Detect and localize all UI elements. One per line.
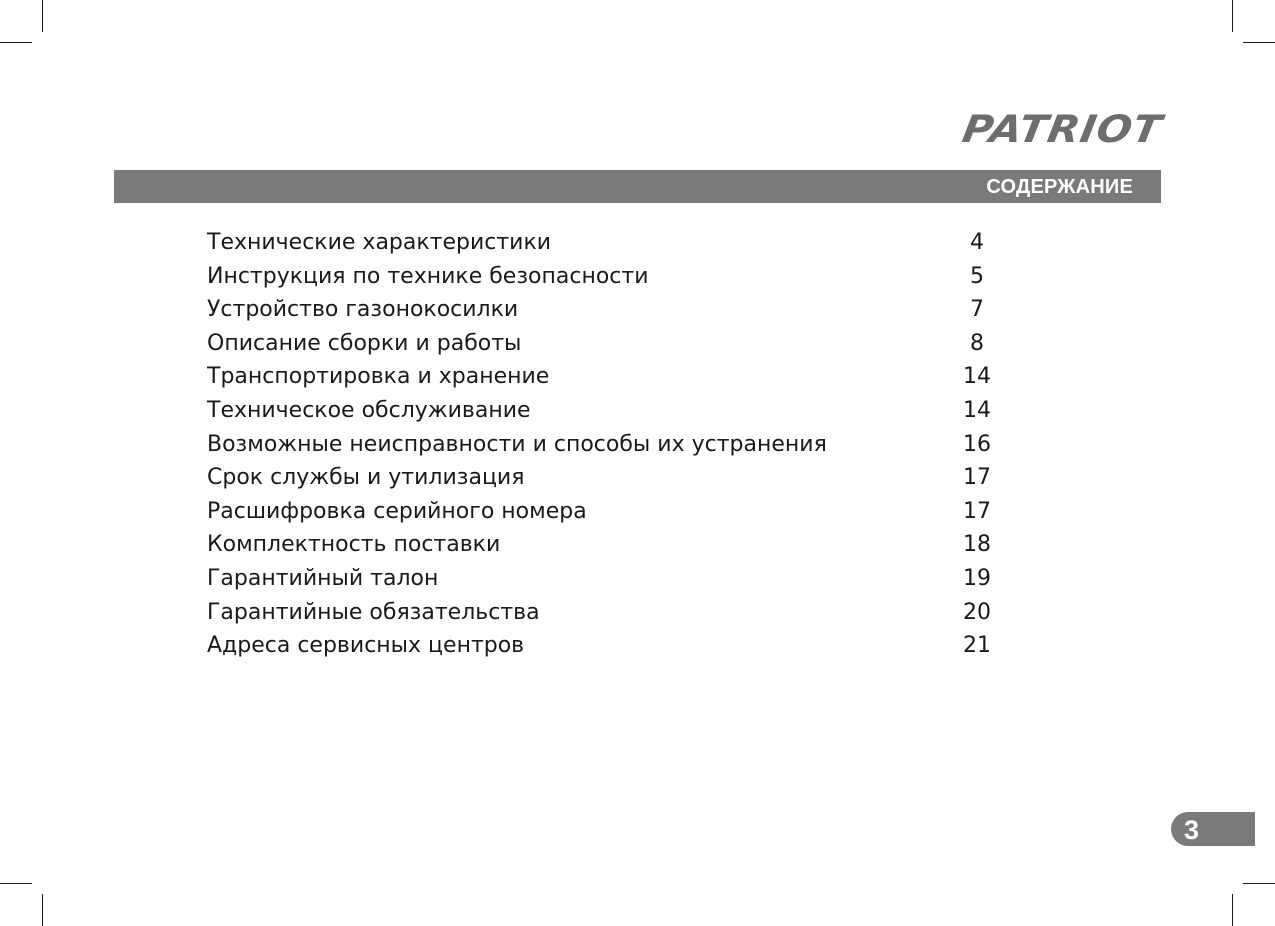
- toc-entry: [207, 428, 1007, 462]
- toc-entry-title: Техническое обслуживание: [207, 397, 531, 423]
- toc-entry: [207, 495, 1007, 529]
- toc-entry: [207, 327, 1007, 361]
- toc-entry-page: 21: [963, 633, 991, 659]
- toc-entry: [207, 596, 1007, 630]
- toc-entry: [207, 562, 1007, 596]
- section-header-band: [114, 170, 1161, 203]
- toc-entry-page: 14: [963, 364, 991, 390]
- crop-mark: [1232, 0, 1233, 32]
- crop-mark: [0, 42, 32, 43]
- toc-entry-title: Возможные неисправности и способы их устранения: [207, 431, 827, 457]
- toc-entry: [207, 360, 1007, 394]
- toc-entry-title: Адреса сервисных центров: [207, 633, 525, 659]
- toc-entry-page: 4: [970, 230, 984, 255]
- toc-entry: [207, 260, 1007, 294]
- toc-entry-title: Гарантийные обязательства: [207, 599, 540, 625]
- toc-entry-page: 16: [963, 431, 991, 457]
- table-of-contents: [207, 226, 1007, 663]
- toc-entry-page: 17: [963, 465, 991, 491]
- toc-entry: [207, 629, 1007, 663]
- toc-entry-title: Технические характеристики: [207, 230, 552, 255]
- toc-entry: [207, 394, 1007, 428]
- page-number-tab: [1171, 812, 1255, 846]
- crop-mark: [42, 0, 43, 32]
- crop-mark: [1243, 42, 1275, 43]
- crop-mark: [1232, 894, 1233, 926]
- toc-entry-page: 14: [963, 397, 991, 423]
- brand-logo-text: PATRIOT: [959, 106, 1166, 151]
- toc-entry-title: Устройство газонокосилки: [207, 297, 519, 323]
- crop-mark: [1243, 883, 1275, 884]
- brand-logo: [959, 103, 1166, 155]
- toc-entry-title: Описание сборки и работы: [207, 330, 522, 356]
- toc-entry-title: Комплектность поставки: [207, 532, 501, 558]
- toc-entry-title: Инструкция по технике безопасности: [207, 263, 649, 289]
- crop-mark: [42, 894, 43, 926]
- toc-entry: [207, 461, 1007, 495]
- toc-entry: [207, 528, 1007, 562]
- toc-entry-page: 5: [970, 263, 984, 289]
- toc-entry-page: 20: [963, 599, 991, 625]
- toc-entry-page: 18: [963, 532, 991, 558]
- toc-entry-page: 7: [970, 297, 984, 323]
- page-number: 3: [1184, 815, 1200, 845]
- toc-entry-title: Транспортировка и хранение: [207, 364, 550, 390]
- section-title: СОДЕРЖАНИЕ: [986, 176, 1133, 198]
- toc-entry-page: 8: [970, 330, 984, 356]
- toc-entry: [207, 226, 1007, 260]
- toc-entry-title: Срок службы и утилизация: [207, 465, 525, 491]
- crop-mark: [0, 883, 32, 884]
- toc-entry-title: Гарантийный талон: [207, 565, 439, 591]
- toc-entry-page: 19: [963, 565, 991, 591]
- toc-entry: [207, 293, 1007, 327]
- toc-entry-page: 17: [963, 498, 991, 524]
- toc-entry-title: Расшифровка серийного номера: [207, 498, 587, 524]
